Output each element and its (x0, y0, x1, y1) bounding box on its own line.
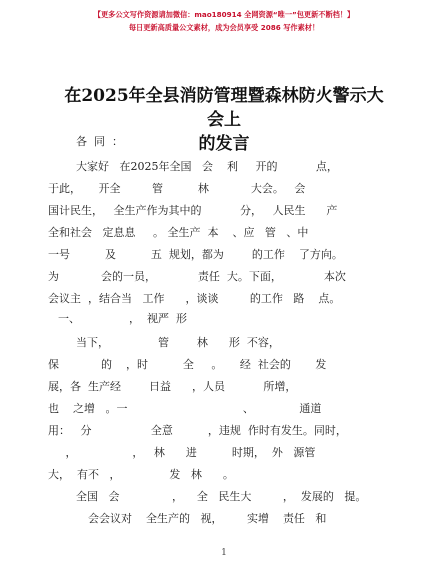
body-line: 大家好 在2025年全国 会 利 开的 点， (76, 160, 338, 173)
body-line: 一号 及 五 规划，都为 的工作 了方向。 (48, 248, 343, 261)
promo-banner-line-2: 每日更新高质量公文素材，成为会员享受 2086 写作素材！ (128, 23, 320, 32)
section-heading: 一、 ， 视严 形 (58, 312, 187, 325)
body-line: 会议主 ，结合当 工作 ，谈谈 的工作 路 点。 (48, 292, 341, 305)
body-line: 保 的 ，时 全 。 经 社会的 发 (48, 358, 327, 371)
body-line: 于此， 开全 管 林 大会。 会 (48, 182, 306, 195)
body-line: 国计民生， 全生产作为其中的 分， 人民生 产 (48, 204, 338, 217)
page-number: 1 (221, 548, 227, 558)
body-line: 当下， 管 林 形 不容， (76, 336, 280, 349)
promo-banner-line-1: 【更多公文写作资源请加微信：mao180914 全网资源“唯一”包更新不断档！】 (93, 10, 355, 19)
body-line: 为 会的一员， 责任 大。下面， 本次 (48, 270, 346, 283)
document-title-line-2: 的发言 (198, 134, 250, 154)
body-line: 用： 分 全意 ，违规 作时有发生。同时， (48, 424, 347, 437)
body-line: ， ， 林 进 时期， 外 源管 (48, 446, 316, 459)
body-line: 展，各 生产经 日益 ，人员 所增， (48, 380, 297, 393)
body-line: 全和社会 定息息 。 全生产 本 、应 管 、中 (48, 226, 309, 239)
promo-banner (0, 8, 448, 34)
document-title-line-1: 在2025年全县消防管理暨森林防火警示大会上 (64, 86, 384, 130)
body-line: 会会议对 全生产的 视， 实增 责任 和 (88, 512, 327, 525)
salutation: 各 同 ： (76, 135, 123, 148)
body-line: 也 之增 。一 、 通道 (48, 402, 322, 415)
body-line: 全国 会 ， 全 民生大 ， 发展的 提。 (76, 490, 367, 503)
body-line: 大， 有不 ， 发 林 。 (48, 468, 234, 481)
